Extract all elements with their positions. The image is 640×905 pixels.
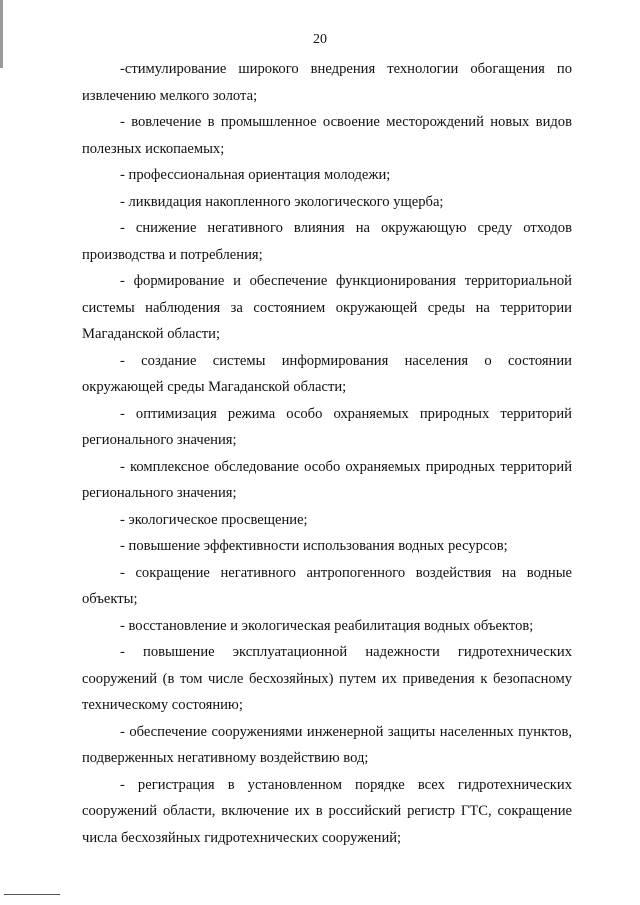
list-item: - повышение эксплуатационной надежности гидротехнических сооружений (в том числе бесхозяйных) путем их приведения к безопасному техническому состоянию; xyxy=(82,644,572,713)
document-body xyxy=(82,56,572,851)
list-item: - регистрация в установленном порядке всех гидротехнических сооружений области, включение их в российский регистр ГТС, сокращение числа бесхозяйных гидротехнических сооружений; xyxy=(82,776,572,846)
list-item: - вовлечение в промышленное освоение месторождений новых видов полезных ископаемых; xyxy=(82,114,572,157)
list-item: -стимулирование широкого внедрения технологии обогащения по извлечению мелкого золота; xyxy=(82,61,572,104)
list-item: - создание системы информирования населения о состоянии окружающей среды Магаданской области; xyxy=(82,352,572,395)
list-item: - снижение негативного влияния на окружающую среду отходов производства и потребления; xyxy=(82,220,572,263)
list-item: - ликвидация накопленного экологического ущерба; xyxy=(120,193,444,210)
list-item: - экологическое просвещение; xyxy=(120,511,308,528)
list-item: - сокращение негативного антропогенного воздействия на водные объекты; xyxy=(82,564,572,607)
list-item: - обеспечение сооружениями инженерной защиты населенных пунктов, подверженных негативному воздействию вод; xyxy=(82,723,572,766)
page-number: 20 xyxy=(313,32,327,47)
list-item: - комплексное обследование особо охраняемых природных территорий регионального значения; xyxy=(82,458,572,501)
list-item: - повышение эффективности использования водных ресурсов; xyxy=(120,538,508,554)
list-item: - формирование и обеспечение функционирования территориальной системы наблюдения за состоянием окружающей среды на территории Магаданской области; xyxy=(82,273,572,342)
list-item: - восстановление и экологическая реабилитация водных объектов; xyxy=(120,617,534,634)
list-item: - профессиональная ориентация молодежи; xyxy=(120,167,391,183)
scan-edge-line xyxy=(4,894,60,895)
list-item: - оптимизация режима особо охраняемых природных территорий регионального значения; xyxy=(82,405,572,448)
